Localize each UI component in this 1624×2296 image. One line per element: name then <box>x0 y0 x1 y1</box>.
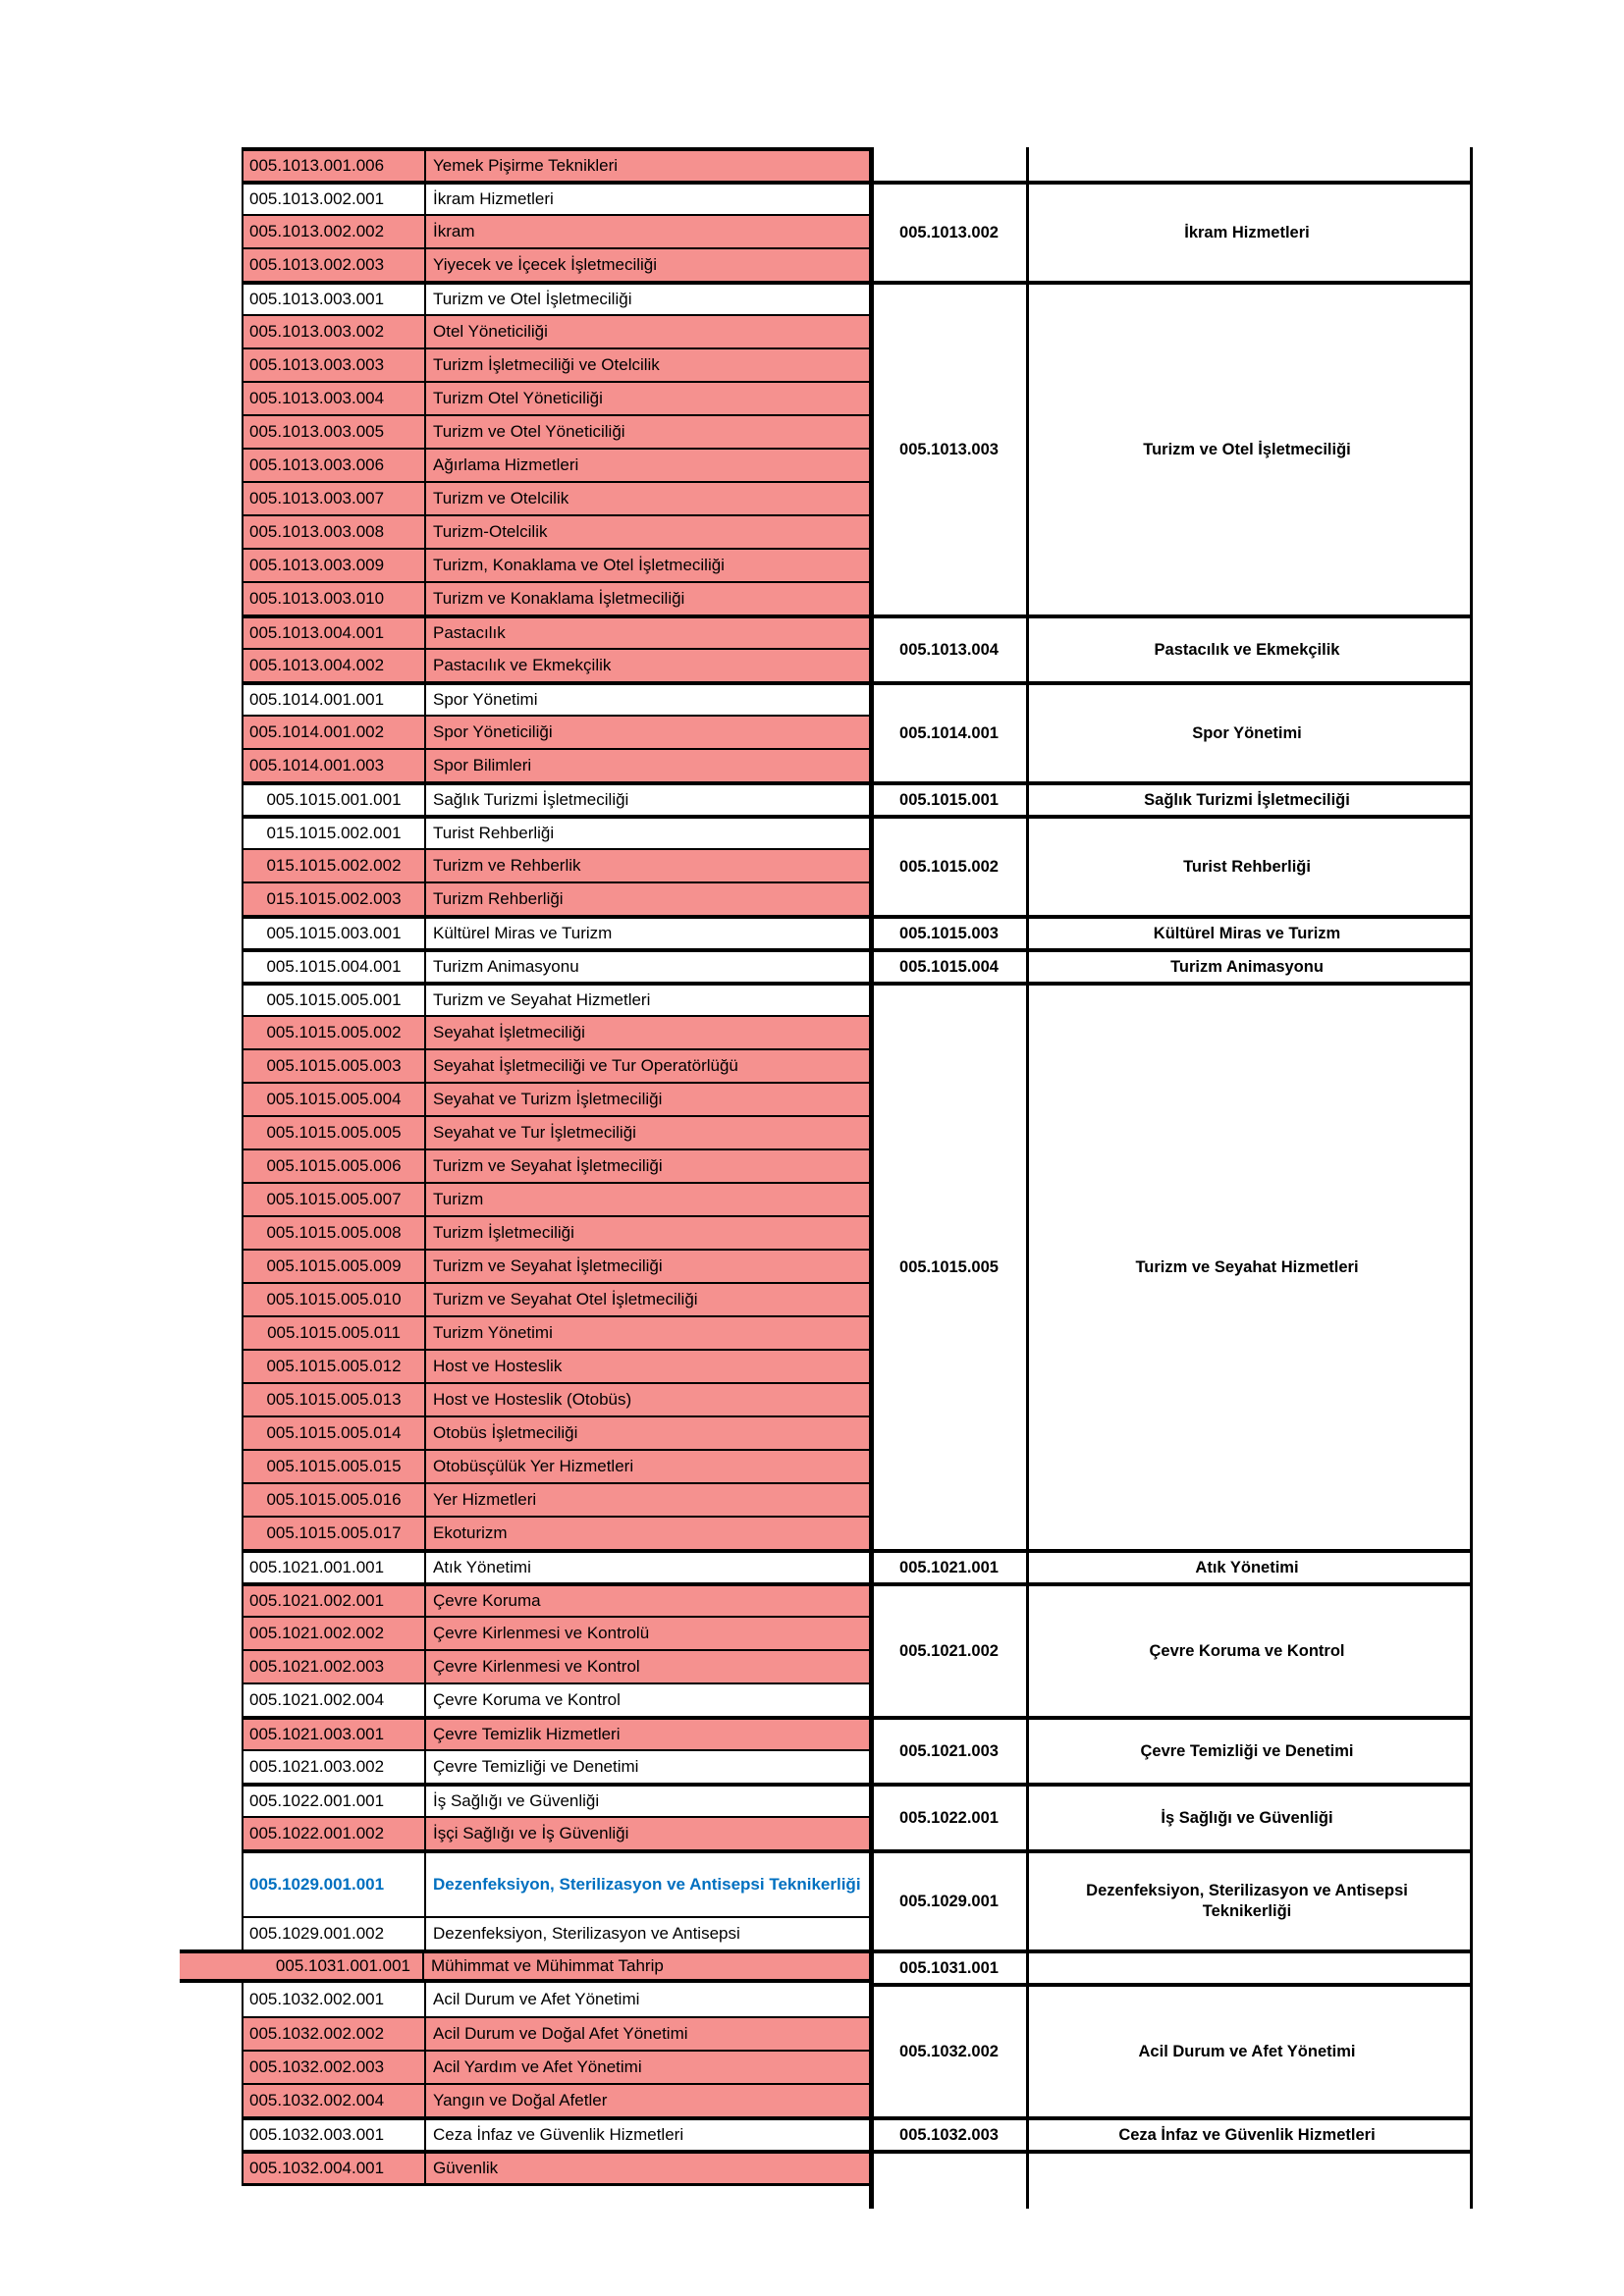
group-row <box>874 1949 1470 1983</box>
table-border-right-edge <box>1470 147 1473 2209</box>
table-row <box>242 1215 869 1249</box>
name-cell: Çevre Temizliği ve Denetimi <box>426 1751 869 1783</box>
table-row <box>242 748 869 781</box>
name-cell: Yangın ve Doğal Afetler <box>426 2085 869 2116</box>
group-row <box>874 1983 1470 2116</box>
group-code-cell <box>874 147 1024 181</box>
group-row <box>874 1582 1470 1716</box>
group-row <box>874 147 1470 181</box>
code-cell: 005.1013.003.003 <box>244 349 426 381</box>
code-cell: 005.1013.003.001 <box>244 285 426 314</box>
table-row <box>242 448 869 481</box>
code-cell: 005.1015.005.008 <box>244 1217 426 1249</box>
table-row <box>242 1082 869 1115</box>
code-cell: 005.1013.002.003 <box>244 249 426 281</box>
table-row <box>242 1115 869 1148</box>
group-code-cell: 005.1032.002 <box>899 2042 999 2060</box>
group-label-cell: Dezenfeksiyon, Sterilizasyon ve Antisepsi Teknikerliği <box>1086 1882 1408 1920</box>
code-cell: 015.1015.002.002 <box>244 850 426 881</box>
table-border-between-columns <box>869 147 874 2209</box>
name-cell: Turizm Otel Yöneticiliği <box>426 383 869 414</box>
code-cell: 005.1014.001.001 <box>244 685 426 715</box>
name-cell: Spor Bilimleri <box>426 750 869 781</box>
group-code-cell: 005.1015.002 <box>899 857 999 876</box>
name-cell: Turizm İşletmeciliği <box>426 1217 869 1249</box>
name-cell: Turizm Yönetimi <box>426 1317 869 1349</box>
name-cell: İkram Hizmetleri <box>426 185 869 214</box>
name-cell: Acil Yardım ve Afet Yönetimi <box>426 2052 869 2083</box>
table-row <box>242 648 869 681</box>
table-row <box>242 548 869 581</box>
table-row <box>242 1382 869 1415</box>
table-row <box>242 1482 869 1516</box>
code-cell: 005.1013.003.002 <box>244 316 426 347</box>
code-cell: 005.1015.005.005 <box>244 1117 426 1148</box>
code-cell: 005.1029.001.002 <box>244 1918 426 1949</box>
code-cell: 005.1015.005.009 <box>244 1251 426 1282</box>
group-label-cell: Turizm ve Otel İşletmeciliği <box>1143 440 1351 458</box>
group-row <box>874 781 1470 815</box>
code-cell: 005.1013.003.005 <box>244 416 426 448</box>
table-row <box>242 2150 869 2183</box>
table-row <box>242 1349 869 1382</box>
name-cell: Ağırlama Hizmetleri <box>426 450 869 481</box>
name-cell: Acil Durum ve Doğal Afet Yönetimi <box>426 2018 869 2050</box>
code-cell: 005.1032.002.004 <box>244 2085 426 2116</box>
code-cell: 005.1013.002.001 <box>244 185 426 214</box>
table-row <box>242 347 869 381</box>
group-label-cell: Çevre Temizliği ve Denetimi <box>1140 1741 1354 1760</box>
code-cell: 005.1015.005.016 <box>244 1484 426 1516</box>
group-code-cell: 005.1013.002 <box>899 223 999 241</box>
table-row <box>242 1916 869 1949</box>
name-cell: Turizm ve Seyahat Otel İşletmeciliği <box>426 1284 869 1315</box>
group-row <box>874 1783 1470 1849</box>
table-border-group-divider <box>1026 147 1029 2209</box>
code-cell: 005.1013.001.006 <box>244 151 426 181</box>
name-cell: Ekoturizm <box>426 1518 869 1549</box>
code-cell: 005.1015.005.015 <box>244 1451 426 1482</box>
table-row <box>242 181 869 214</box>
table-row <box>242 1048 869 1082</box>
group-label-cell: İş Sağlığı ve Güvenliği <box>1161 1808 1333 1827</box>
table-row <box>242 247 869 281</box>
name-cell: Otobüsçülük Yer Hizmetleri <box>426 1451 869 1482</box>
table-row <box>242 481 869 514</box>
name-cell: Otobüs İşletmeciliği <box>426 1417 869 1449</box>
group-code-cell: 005.1015.003 <box>899 924 999 942</box>
table-row <box>242 1549 869 1582</box>
group-label-cell: Ceza İnfaz ve Güvenlik Hizmetleri <box>1118 2125 1376 2144</box>
code-cell: 005.1021.003.001 <box>244 1720 426 1749</box>
table-row <box>242 881 869 915</box>
group-label-cell: Acil Durum ve Afet Yönetimi <box>1138 2042 1356 2060</box>
table-row <box>242 147 869 181</box>
code-cell: 005.1021.003.002 <box>244 1751 426 1783</box>
code-cell: 005.1021.001.001 <box>244 1553 426 1582</box>
name-cell: Spor Yöneticiliği <box>426 717 869 748</box>
name-cell: Güvenlik <box>426 2154 869 2183</box>
table-row <box>242 815 869 848</box>
name-cell: Pastacılık <box>426 618 869 648</box>
name-cell: Dezenfeksiyon, Sterilizasyon ve Antisepsi Teknikerliği <box>426 1853 869 1916</box>
group-label-cell: İkram Hizmetleri <box>1184 223 1310 241</box>
group-label-cell <box>1024 2154 1470 2209</box>
code-cell: 005.1013.003.010 <box>244 583 426 614</box>
table-row <box>242 1249 869 1282</box>
table-row <box>242 1783 869 1816</box>
code-cell: 005.1015.005.014 <box>244 1417 426 1449</box>
name-cell: Pastacılık ve Ekmekçilik <box>426 650 869 681</box>
table-row <box>242 915 869 948</box>
name-cell: Turizm İşletmeciliği ve Otelcilik <box>426 349 869 381</box>
code-cell: 005.1032.004.001 <box>244 2154 426 2183</box>
code-cell: 005.1015.004.001 <box>244 952 426 982</box>
table-row <box>242 581 869 614</box>
table-row <box>242 1616 869 1649</box>
table-border-bottom <box>242 2183 869 2186</box>
table-row <box>242 948 869 982</box>
code-cell: 005.1021.002.001 <box>244 1586 426 1616</box>
code-cell: 005.1021.002.003 <box>244 1651 426 1682</box>
group-code-cell: 005.1021.001 <box>899 1558 999 1576</box>
name-cell: Yiyecek ve İçecek İşletmeciliği <box>426 249 869 281</box>
name-cell: Turizm ve Otel Yöneticiliği <box>426 416 869 448</box>
name-cell: Yer Hizmetleri <box>426 1484 869 1516</box>
name-cell: Turist Rehberliği <box>426 819 869 848</box>
group-row <box>874 281 1470 614</box>
code-cell: 005.1015.005.006 <box>244 1150 426 1182</box>
table-row <box>242 1849 869 1916</box>
code-cell: 005.1015.003.001 <box>244 919 426 948</box>
table-row <box>242 1716 869 1749</box>
group-row <box>874 2116 1470 2150</box>
group-code-cell: 005.1022.001 <box>899 1808 999 1827</box>
name-cell: Turizm ve Seyahat İşletmeciliği <box>426 1251 869 1282</box>
group-code-cell: 005.1015.005 <box>899 1257 999 1276</box>
code-cell: 005.1021.002.002 <box>244 1618 426 1649</box>
code-cell: 005.1015.005.003 <box>244 1050 426 1082</box>
code-cell: 005.1032.002.003 <box>244 2052 426 2083</box>
group-label-cell: Turist Rehberliği <box>1183 857 1311 876</box>
code-cell: 005.1015.005.004 <box>244 1084 426 1115</box>
code-cell: 005.1032.002.001 <box>244 1983 426 2016</box>
table-row <box>242 1582 869 1616</box>
name-cell: Çevre Kirlenmesi ve Kontrol <box>426 1651 869 1682</box>
table-row <box>242 781 869 815</box>
code-cell: 005.1022.001.001 <box>244 1787 426 1816</box>
name-cell: İkram <box>426 216 869 247</box>
name-cell: Çevre Koruma ve Kontrol <box>426 1684 869 1716</box>
table-row <box>242 2083 869 2116</box>
table-row <box>242 2016 869 2050</box>
name-cell: Kültürel Miras ve Turizm <box>426 919 869 948</box>
group-label-cell <box>1024 1953 1470 1983</box>
name-cell: Turizm ve Konaklama İşletmeciliği <box>426 583 869 614</box>
name-cell: Atık Yönetimi <box>426 1553 869 1582</box>
table-row <box>242 281 869 314</box>
group-code-cell: 005.1021.002 <box>899 1641 999 1660</box>
group-code-cell: 005.1013.004 <box>899 640 999 659</box>
code-cell: 005.1013.004.001 <box>244 618 426 648</box>
code-cell: 005.1013.002.002 <box>244 216 426 247</box>
name-cell: İş Sağlığı ve Güvenliği <box>426 1787 869 1816</box>
code-cell: 005.1014.001.003 <box>244 750 426 781</box>
group-label-cell: Çevre Koruma ve Kontrol <box>1149 1641 1345 1660</box>
name-cell: Turizm ve Rehberlik <box>426 850 869 881</box>
name-cell: Turizm Rehberliği <box>426 883 869 915</box>
code-cell: 005.1013.003.007 <box>244 483 426 514</box>
table-row <box>242 982 869 1015</box>
table-row <box>242 2050 869 2083</box>
group-row <box>874 982 1470 1549</box>
code-cell: 005.1015.001.001 <box>244 785 426 815</box>
name-cell: Ceza İnfaz ve Güvenlik Hizmetleri <box>426 2120 869 2150</box>
group-code-cell: 005.1015.004 <box>899 957 999 976</box>
name-cell: Turizm ve Seyahat İşletmeciliği <box>426 1150 869 1182</box>
code-cell: 005.1029.001.001 <box>244 1853 426 1916</box>
group-row <box>874 815 1470 915</box>
code-cell: 005.1013.003.009 <box>244 550 426 581</box>
name-cell: Sağlık Turizmi İşletmeciliği <box>426 785 869 815</box>
name-cell: Mühimmat ve Mühimmat Tahrip <box>424 1953 869 1979</box>
code-cell: 005.1031.001.001 <box>180 1953 424 1979</box>
name-cell: Dezenfeksiyon, Sterilizasyon ve Antisepsi <box>426 1918 869 1949</box>
code-cell: 015.1015.002.001 <box>244 819 426 848</box>
name-cell: Turizm ve Otelcilik <box>426 483 869 514</box>
table-row <box>242 1415 869 1449</box>
table-row <box>242 1449 869 1482</box>
name-cell: Seyahat ve Turizm İşletmeciliği <box>426 1084 869 1115</box>
table-row <box>242 314 869 347</box>
table-row <box>242 1983 869 2016</box>
name-cell: Turizm, Konaklama ve Otel İşletmeciliği <box>426 550 869 581</box>
table-row <box>242 2116 869 2150</box>
group-label-cell: Turizm ve Seyahat Hizmetleri <box>1135 1257 1359 1276</box>
table-row <box>242 1516 869 1549</box>
code-cell: 005.1015.005.011 <box>244 1317 426 1349</box>
table-row <box>242 1182 869 1215</box>
code-cell: 005.1013.003.004 <box>244 383 426 414</box>
name-cell: Seyahat ve Tur İşletmeciliği <box>426 1117 869 1148</box>
table-row <box>242 681 869 715</box>
table-row <box>242 1816 869 1849</box>
name-cell: Çevre Temizlik Hizmetleri <box>426 1720 869 1749</box>
table-row <box>242 1649 869 1682</box>
table-row <box>242 1315 869 1349</box>
table-row <box>242 1015 869 1048</box>
group-code-cell: 005.1015.001 <box>899 790 999 809</box>
group-row <box>874 614 1470 681</box>
name-cell: Host ve Hosteslik (Otobüs) <box>426 1384 869 1415</box>
table-row <box>242 381 869 414</box>
group-code-cell: 005.1021.003 <box>899 1741 999 1760</box>
table-row <box>242 414 869 448</box>
code-cell: 005.1022.001.002 <box>244 1818 426 1849</box>
group-code-cell <box>874 2154 1024 2209</box>
name-cell: Spor Yönetimi <box>426 685 869 715</box>
name-cell: Çevre Koruma <box>426 1586 869 1616</box>
table-row <box>242 1749 869 1783</box>
group-row <box>874 948 1470 982</box>
code-cell: 005.1015.005.010 <box>244 1284 426 1315</box>
code-cell: 005.1015.005.013 <box>244 1384 426 1415</box>
group-row <box>874 1716 1470 1783</box>
group-label-cell: Turizm Animasyonu <box>1170 957 1324 976</box>
table-row <box>180 1949 869 1983</box>
code-cell: 005.1015.005.002 <box>244 1017 426 1048</box>
table-row <box>242 614 869 648</box>
group-row <box>874 681 1470 781</box>
group-code-cell: 005.1029.001 <box>899 1892 999 1910</box>
name-cell: Otel Yöneticiliği <box>426 316 869 347</box>
name-cell: Acil Durum ve Afet Yönetimi <box>426 1983 869 2016</box>
group-label-cell: Spor Yönetimi <box>1192 723 1302 742</box>
code-cell: 005.1013.003.008 <box>244 516 426 548</box>
name-cell: Yemek Pişirme Teknikleri <box>426 151 869 181</box>
code-cell: 015.1015.002.003 <box>244 883 426 915</box>
table-row <box>242 1282 869 1315</box>
name-cell: Seyahat İşletmeciliği <box>426 1017 869 1048</box>
group-label-cell: Sağlık Turizmi İşletmeciliği <box>1144 790 1350 809</box>
table-row <box>242 1682 869 1716</box>
code-cell: 005.1032.002.002 <box>244 2018 426 2050</box>
name-cell: İşçi Sağlığı ve İş Güvenliği <box>426 1818 869 1849</box>
code-cell: 005.1015.005.017 <box>244 1518 426 1549</box>
group-row <box>874 1849 1470 1949</box>
name-cell: Turizm Animasyonu <box>426 952 869 982</box>
code-cell: 005.1021.002.004 <box>244 1684 426 1716</box>
name-cell: Turizm-Otelcilik <box>426 516 869 548</box>
group-label-cell: Kültürel Miras ve Turizm <box>1153 924 1341 942</box>
name-cell: Seyahat İşletmeciliği ve Tur Operatörlüğü <box>426 1050 869 1082</box>
group-code-cell: 005.1031.001 <box>899 1958 999 1977</box>
table-row <box>242 1148 869 1182</box>
code-cell: 005.1014.001.002 <box>244 717 426 748</box>
code-cell: 005.1015.005.001 <box>244 986 426 1015</box>
table-row <box>242 514 869 548</box>
code-cell: 005.1013.003.006 <box>244 450 426 481</box>
name-cell: Turizm ve Otel İşletmeciliği <box>426 285 869 314</box>
code-cell: 005.1013.004.002 <box>244 650 426 681</box>
code-cell: 005.1032.003.001 <box>244 2120 426 2150</box>
group-label-cell <box>1024 147 1470 181</box>
group-row <box>874 1549 1470 1582</box>
name-cell: Turizm <box>426 1184 869 1215</box>
group-code-cell: 005.1014.001 <box>899 723 999 742</box>
group-row <box>874 2150 1470 2209</box>
group-row <box>874 915 1470 948</box>
table-row <box>242 715 869 748</box>
table-row <box>242 214 869 247</box>
group-label-cell: Pastacılık ve Ekmekçilik <box>1154 640 1340 659</box>
code-cell: 005.1015.005.007 <box>244 1184 426 1215</box>
group-code-cell: 005.1032.003 <box>899 2125 999 2144</box>
group-code-cell: 005.1013.003 <box>899 440 999 458</box>
name-cell: Turizm ve Seyahat Hizmetleri <box>426 986 869 1015</box>
group-label-cell: Atık Yönetimi <box>1195 1558 1299 1576</box>
code-cell: 005.1015.005.012 <box>244 1351 426 1382</box>
name-cell: Host ve Hosteslik <box>426 1351 869 1382</box>
name-cell: Çevre Kirlenmesi ve Kontrolü <box>426 1618 869 1649</box>
table-row <box>242 848 869 881</box>
group-row <box>874 181 1470 281</box>
